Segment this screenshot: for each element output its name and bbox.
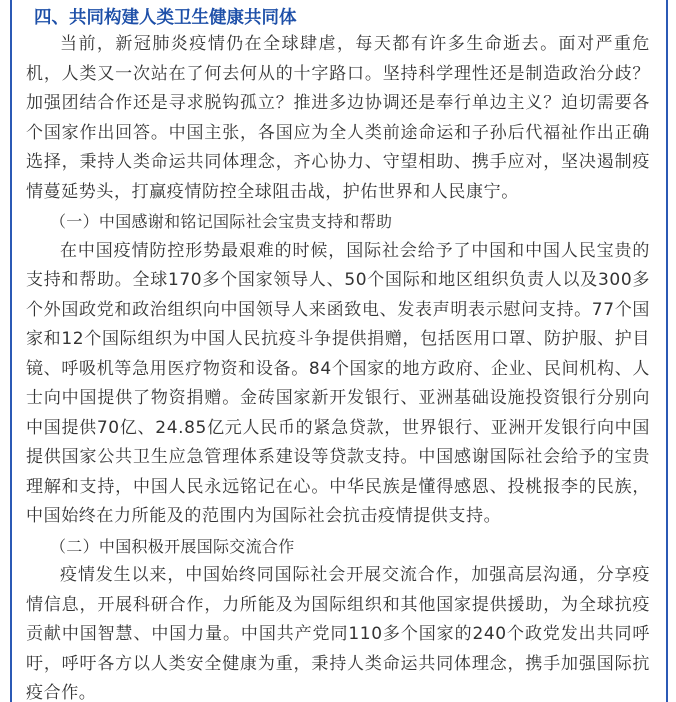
right-border [666, 0, 668, 702]
subsection-2-title: （二）中国积极开展国际交流合作 [50, 536, 295, 556]
article-content [26, 0, 650, 702]
subsection-1-title: （一）中国感谢和铭记国际社会宝贵支持和帮助 [50, 212, 393, 231]
intro-paragraph: 当前，新冠肺炎疫情仍在全球肆虐，每天都有许多生命逝去。面对严重危机，人类又一次站在了何去何从的十字路口。坚持科学理性还是制造政治分歧？加强团结合作还是寻求脱钩孤立？推进多边协调还是奉行单边主义？迫切需要各个国家作出回答。中国主张，各国应为全人类前途命运和子孙后代福祉作出正确选择，秉持人类命运共同体理念，齐心协力、守望相助、携手应对，坚决遏制疫情蔓延势头，打赢疫情防控全球阻击战，护佑世界和人民康宁。 [26, 34, 650, 202]
section-title: 四、共同构建人类卫生健康共同体 [34, 8, 297, 28]
subsection-2-body: 疫情发生以来，中国始终同国际社会开展交流合作，加强高层沟通，分享疫情信息，开展科研合作，力所能及为国际组织和其他国家提供援助，为全球抗疫贡献中国智慧、中国力量。中国共产党同110多个国家的240个政党发出共同呼吁，呼吁各方以人类安全健康为重，秉持人类命运共同体理念，携手加强国际抗疫合作。 [26, 565, 650, 702]
left-border [10, 0, 12, 702]
subsection-1-body: 在中国疫情防控形势最艰难的时候，国际社会给予了中国和中国人民宝贵的支持和帮助。全球170多个国家领导人、50个国际和地区组织负责人以及300多个外国政党和政治组织向中国领导人来函致电、发表声明表示慰问支持。77个国家和12个国际组织为中国人民抗疫斗争提供捐赠，包括医用口罩、防护服、护目镜、呼吸机等急用医疗物资和设备。84个国家的地方政府、企业、民间机构、人士向中国提供了物资捐赠。金砖国家新开发银行、亚洲基础设施投资银行分别向中国提供70亿、24.85亿元人民币的紧急贷款，世界银行、亚洲开发银行向中国提供国家公共卫生应急管理体系建设等贷款支持。中国感谢国际社会给予的宝贵理解和支持，中国人民永远铭记在心。中华民族是懂得感恩、投桃报李的民族，中国始终在力所能及的范围内为国际社会抗击疫情提供支持。 [26, 240, 650, 526]
